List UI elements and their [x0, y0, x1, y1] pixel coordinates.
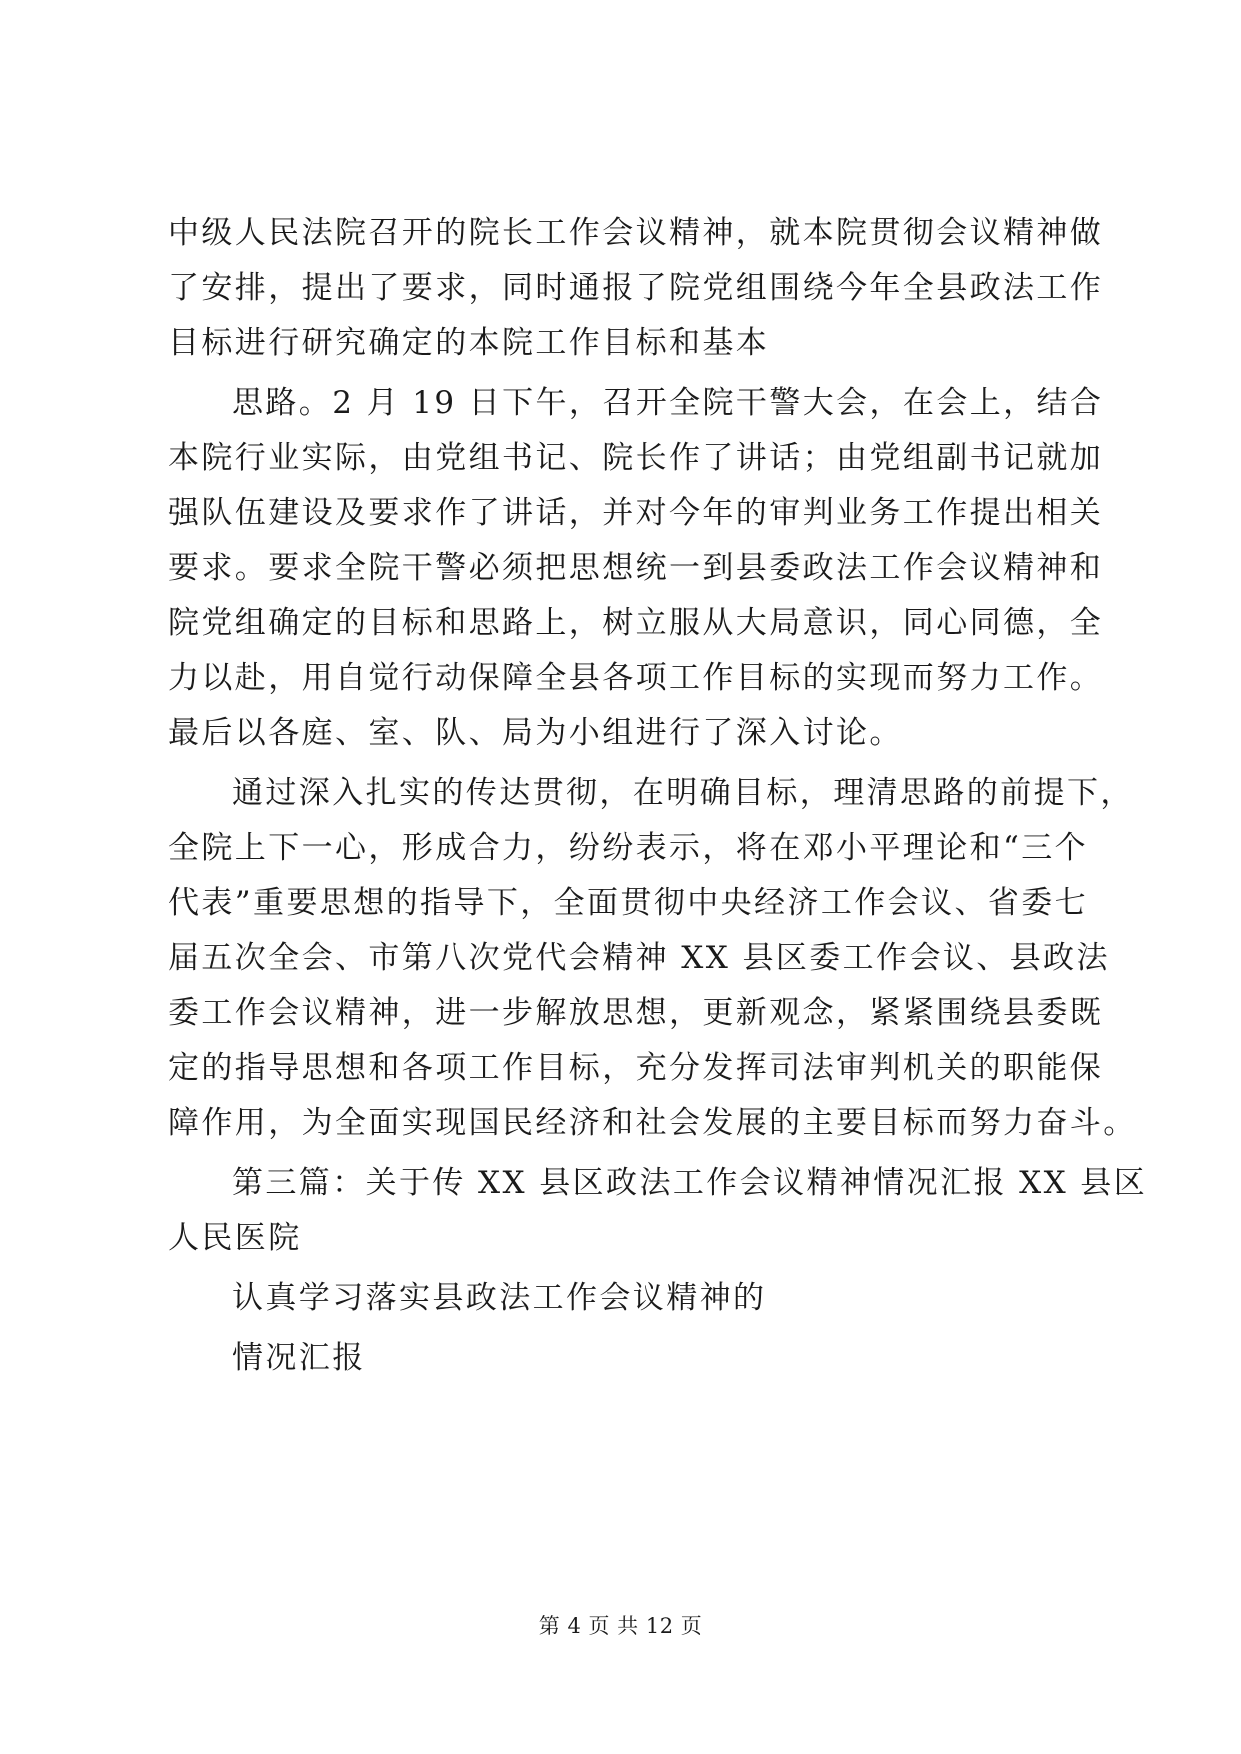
report-title-line-2: 情况汇报 [232, 1340, 366, 1376]
body-line-5: 本院行业实际，由党组书记、院长作了讲话；由党组副书记就加 [168, 440, 1104, 476]
body-line-11: 通过深入扎实的传达贯彻，在明确目标，理清思路的前提下， [232, 775, 1134, 811]
body-line-13: 代表”重要思想的指导下，全面贯彻中央经济工作会议、省委七 [168, 885, 1089, 921]
body-line-2: 了安排，提出了要求，同时通报了院党组围绕今年全县政法工作 [168, 270, 1104, 306]
body-line-17: 障作用，为全面实现国民经济和社会发展的主要目标而努力奋斗。 [168, 1105, 1137, 1141]
section-heading-line-2: 人民医院 [168, 1220, 302, 1256]
body-line-14: 届五次全会、市第八次党代会精神 XX 县区委工作会议、县政法 [168, 940, 1110, 976]
body-line-16: 定的指导思想和各项工作目标，充分发挥司法审判机关的职能保 [168, 1050, 1104, 1086]
section-heading-line-1: 第三篇：关于传 XX 县区政法工作会议精神情况汇报 XX 县区 [232, 1165, 1148, 1201]
report-title-line-1: 认真学习落实县政法工作会议精神的 [232, 1280, 767, 1316]
body-line-12: 全院上下一心，形成合力，纷纷表示，将在邓小平理论和“三个 [168, 830, 1089, 866]
body-line-15: 委工作会议精神，进一步解放思想，更新观念，紧紧围绕县委既 [168, 995, 1104, 1031]
body-line-7: 要求。要求全院干警必须把思想统一到县委政法工作会议精神和 [168, 550, 1104, 586]
body-line-9: 力以赴，用自觉行动保障全县各项工作目标的实现而努力工作。 [168, 660, 1104, 696]
body-line-1: 中级人民法院召开的院长工作会议精神，就本院贯彻会议精神做 [168, 215, 1104, 251]
body-line-3: 目标进行研究确定的本院工作目标和基本 [168, 325, 770, 361]
body-line-4: 思路。2 月 19 日下午，召开全院干警大会，在会上，结合 [232, 385, 1104, 421]
body-line-6: 强队伍建设及要求作了讲话，并对今年的审判业务工作提出相关 [168, 495, 1104, 531]
body-line-8: 院党组确定的目标和思路上，树立服从大局意识，同心同德，全 [168, 605, 1104, 641]
page-number-footer: 第 4 页 共 12 页 [538, 1614, 703, 1638]
body-line-10: 最后以各庭、室、队、局为小组进行了深入讨论。 [168, 715, 903, 751]
